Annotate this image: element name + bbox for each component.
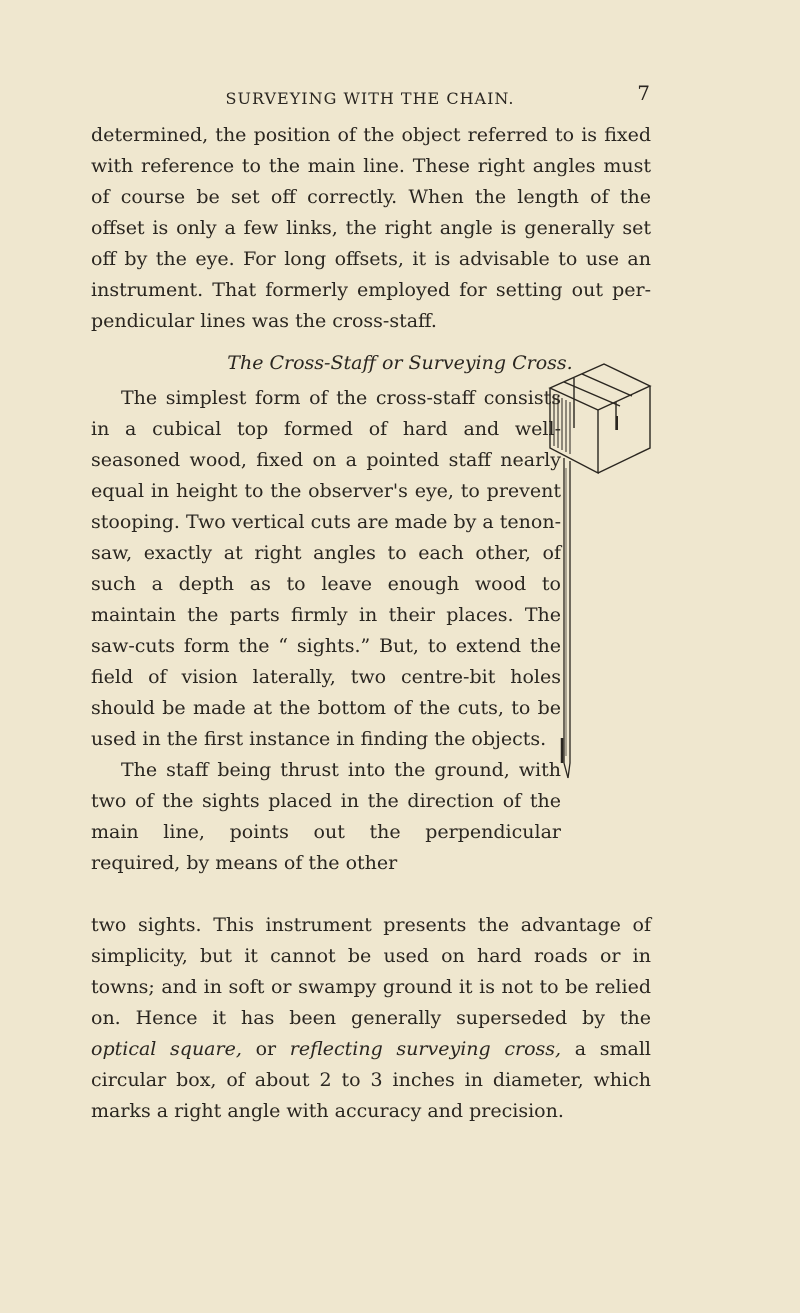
- paragraph-4-text-a: two sights. This instrument presents the advantage of simplicity, but it cannot be used on hard roads or in towns; and in soft or swampy ground it is not to be relied on. Hence it has been generally superseded by the: [91, 914, 651, 1029]
- paragraph-4-text-c: a small circular box, of about 2 to 3 inches in diameter, which marks a right angle with accuracy and precision.: [91, 1038, 652, 1122]
- cross-staff-illustration: [512, 358, 652, 788]
- paragraph-4: [91, 910, 651, 1127]
- paragraph-2: The simplest form of the cross-staff consists in a cubical top formed of hard and well-seasoned wood, fixed on a pointed staff nearly equal in height to the observer's eye, to prevent stooping. Two vertical cuts are made by a tenon-saw, exactly at right angles to each other, of such a depth as to leave enough wood to maintain the parts firmly in their places. The saw-cuts form the “ sights.” But, to extend the field of vision laterally, two centre-bit holes should be made at the bottom of the cuts, to be used in the first instance in finding the objects.: [91, 387, 561, 750]
- page-number: 7: [637, 81, 650, 105]
- reflecting-cross-term: reflecting surveying cross,: [289, 1038, 562, 1060]
- cross-staff-head: [550, 364, 650, 473]
- running-head-title: SURVEYING WITH THE CHAIN.: [225, 89, 515, 108]
- section-title: The Cross-Staff or Surveying Cross.: [227, 352, 573, 374]
- paragraph-4-text-b: or: [241, 1038, 290, 1060]
- cross-staff-pole: [562, 458, 570, 778]
- paragraph-3: The staff being thrust into the ground, with two of the sights placed in the direction of the main line, points out the perpendicular required, by means of the other: [91, 759, 561, 874]
- running-head: [90, 81, 650, 111]
- paragraph-1: determined, the position of the object referred to is fixed with reference to the main line. These right angles must of course be set off correctly. When the length of the offset is only a few links, the right angle is generally set off by the eye. For long offsets, it is advisable to use an instrument. That formerly employed for setting out perpendicular lines was the cross-staff.: [91, 124, 651, 332]
- optical-square-term: optical square,: [91, 1038, 242, 1060]
